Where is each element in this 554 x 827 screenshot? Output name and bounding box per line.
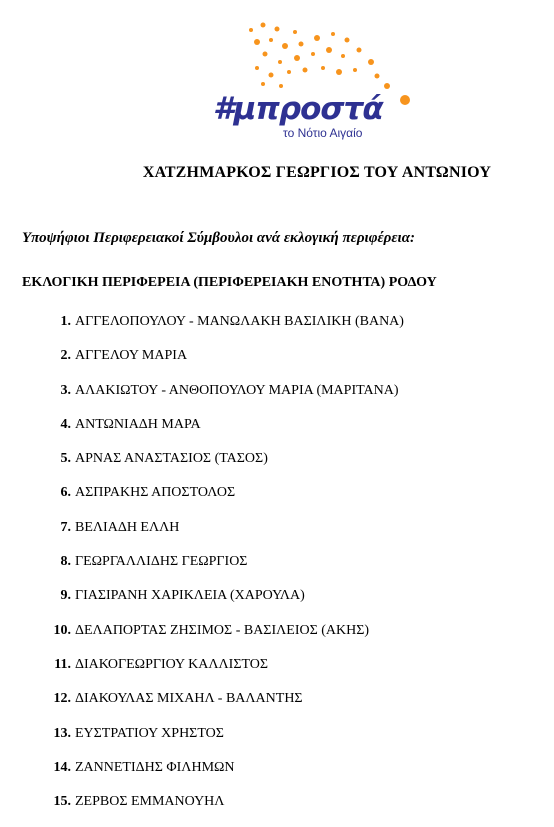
list-item (22, 416, 404, 450)
item-number: 12. (53, 691, 71, 707)
item-number: 15. (53, 794, 71, 810)
item-number: 6. (60, 485, 71, 501)
item-number: 9. (60, 588, 71, 604)
candidate-name: ΑΝΤΩΝΙΑΔΗ ΜΑΡΑ (75, 416, 201, 432)
candidate-name: ΖΕΡΒΟΣ ΕΜΜΑΝΟΥΗΛ (75, 794, 225, 810)
list-item (22, 519, 404, 553)
item-number: 2. (60, 348, 71, 364)
candidate-name: ΑΣΠΡΑΚΗΣ ΑΠΟΣΤΟΛΟΣ (75, 485, 236, 501)
candidate-name: ΔΙΑΚΟΥΛΑΣ ΜΙΧΑΗΛ - ΒΑΛΑΝΤΗΣ (75, 691, 303, 707)
candidate-name: ΑΡΝΑΣ ΑΝΑΣΤΑΣΙΟΣ (ΤΑΣΟΣ) (75, 451, 268, 467)
logo-main-text: #μπροστά (213, 91, 383, 127)
list-item (22, 793, 404, 827)
candidate-name: ΕΥΣΤΡΑΤΙΟΥ ΧΡΗΣΤΟΣ (75, 725, 224, 741)
list-item (22, 656, 404, 690)
item-number: 1. (60, 314, 71, 329)
candidate-name: ΖΑΝΝΕΤΙΔΗΣ ΦΙΛΗΜΩΝ (75, 759, 235, 775)
item-number: 8. (60, 554, 71, 570)
list-item (22, 382, 404, 416)
candidate-name-heading: ΧΑΤΖΗΜΑΡΚΟΣ ΓΕΩΡΓΙΟΣ ΤΟΥ ΑΝΤΩΝΙΟΥ (142, 164, 492, 181)
candidates-list (22, 313, 404, 827)
candidate-name: ΔΙΑΚΟΓΕΩΡΓΙΟΥ ΚΑΛΛΙΣΤΟΣ (75, 656, 269, 672)
item-number: 3. (60, 382, 71, 398)
list-item (22, 725, 404, 759)
list-item (22, 347, 404, 381)
item-number: 10. (53, 622, 71, 638)
item-number: 7. (60, 519, 71, 535)
candidate-name: ΒΕΛΙΑΔΗ ΕΛΛΗ (75, 519, 180, 535)
list-item (22, 450, 404, 484)
item-number: 11. (54, 656, 71, 672)
item-number: 4. (60, 416, 71, 432)
list-item (22, 587, 404, 621)
list-item (22, 484, 404, 518)
list-item (22, 759, 404, 793)
candidate-name: ΓΕΩΡΓΑΛΛΙΔΗΣ ΓΕΩΡΓΙΟΣ (75, 554, 248, 570)
list-item (22, 622, 404, 656)
candidate-name: ΔΕΛΑΠΟΡΤΑΣ ΖΗΣΙΜΟΣ - ΒΑΣΙΛΕΙΟΣ (ΑΚΗΣ) (75, 622, 370, 638)
logo-sub-text: το Νότιο Αιγαίο (283, 126, 363, 140)
candidate-name: ΑΛΑΚΙΩΤΟΥ - ΑΝΘΟΠΟΥΛΟΥ ΜΑΡΙΑ (ΜΑΡΙΤΑΝΑ) (75, 382, 399, 398)
item-number: 14. (53, 759, 71, 775)
campaign-logo (205, 20, 415, 140)
list-item (22, 313, 404, 347)
candidate-name: ΑΓΓΕΛΟΠΟΥΛΟΥ - ΜΑΝΩΛΑΚΗ ΒΑΣΙΛΙΚΗ (ΒΑΝΑ) (75, 314, 404, 329)
list-item (22, 690, 404, 724)
list-item (22, 553, 404, 587)
candidate-name: ΓΙΑΣΙΡΑΝΗ ΧΑΡΙΚΛΕΙΑ (ΧΑΡΟΥΛΑ) (75, 588, 305, 604)
item-number: 13. (53, 725, 71, 741)
section-subtitle: Υποψήφιοι Περιφερειακοί Σύμβουλοι ανά εκλογική περιφέρεια: (22, 230, 415, 246)
district-heading: ΕΚΛΟΓΙΚΗ ΠΕΡΙΦΕΡΕΙΑ (ΠΕΡΙΦΕΡΕΙΑΚΗ ΕΝΟΤΗΤΑ) ΡΟΔΟΥ (22, 275, 437, 290)
item-number: 5. (60, 451, 71, 467)
candidate-name: ΑΓΓΕΛΟΥ ΜΑΡΙΑ (75, 348, 188, 364)
